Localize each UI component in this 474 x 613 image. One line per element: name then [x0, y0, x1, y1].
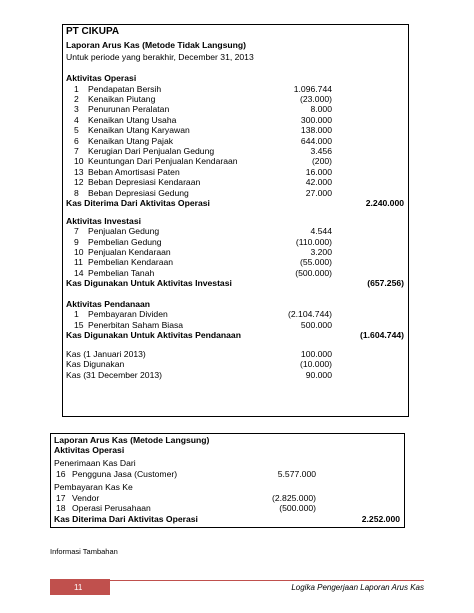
row-number: 17 [56, 493, 66, 503]
row-amount: (500.000) [295, 267, 332, 278]
cash-amount: (10.000) [299, 359, 332, 370]
row-amount: 8.000 [310, 104, 332, 115]
cash-label: Kas Digunakan [66, 359, 125, 370]
row-amount: (500.000) [279, 503, 316, 514]
row-label: Penjualan Gedung [88, 226, 160, 237]
section-heading: Aktivitas Investasi [66, 215, 141, 226]
cash-amount: 100.000 [300, 349, 332, 359]
row-label: Beban Depresiasi Kendaraan [88, 177, 201, 188]
row-label: Kenaikan Utang Karyawan [88, 125, 190, 136]
row-number: 10 [74, 156, 84, 167]
row-number: 4 [74, 114, 79, 125]
row-number: 5 [74, 125, 79, 136]
row-label: Penurunan Peralatan [88, 104, 170, 115]
row-amount: 644.000 [300, 135, 332, 146]
row-amount: 27.000 [305, 187, 332, 198]
cash-label: Kas (31 December 2013) [66, 369, 163, 380]
row-amount: 16.000 [305, 166, 332, 177]
row-number: 18 [56, 503, 66, 514]
cash-label: Kas (1 Januari 2013) [66, 349, 146, 359]
row-label: Kenaikan Utang Pajak [88, 135, 174, 146]
section-total-amount: 2.240.000 [365, 198, 404, 208]
row-label: Kenaikan Piutang [88, 94, 156, 104]
row-label: Pembelian Gedung [88, 236, 162, 247]
row-amount: (55.000) [299, 257, 332, 268]
row-label: Vendor [72, 493, 100, 503]
receipts-label: Penerimaan Kas Dari [54, 457, 136, 468]
row-label: Keuntungan Dari Penjualan Kendaraan [88, 156, 238, 167]
direct-total-amount: 2.252.000 [361, 513, 400, 524]
section-heading: Aktivitas Pendanaan [66, 299, 151, 309]
section-total-label: Kas Diterima Dari Aktivitas Operasi [66, 198, 210, 208]
row-amount: (2.825.000) [272, 493, 316, 503]
row-amount: (110.000) [295, 236, 332, 247]
row-label: Pembelian Tanah [88, 267, 155, 278]
row-label: Beban Depresiasi Gedung [88, 187, 189, 198]
row-label: Penerbitan Saham Biasa [88, 319, 184, 330]
row-number: 13 [74, 166, 84, 177]
row-amount: 138.000 [300, 125, 332, 136]
row-number: 7 [74, 226, 79, 237]
row-number: 1 [74, 309, 79, 320]
row-number: 7 [74, 146, 79, 156]
row-label: Operasi Perusahaan [72, 503, 151, 514]
row-amount: (2.104.744) [288, 309, 332, 320]
report-period: Untuk periode yang berakhir, December 31, 2013 [66, 52, 254, 63]
row-number: 14 [74, 267, 84, 278]
row-label: Kerugian Dari Penjualan Gedung [88, 146, 215, 156]
row-amount: (200) [311, 156, 332, 167]
row-number: 12 [74, 177, 84, 188]
row-amount: 42.000 [305, 177, 332, 188]
direct-report-title: Laporan Arus Kas (Metode Langsung) [54, 435, 210, 445]
row-number: 10 [74, 247, 84, 257]
row-label: Pembayaran Dividen [88, 309, 168, 320]
direct-section-heading: Aktivitas Operasi [54, 445, 125, 456]
payments-label: Pembayaran Kas Ke [54, 481, 133, 492]
row-number: 8 [74, 187, 79, 198]
row-label: Pendapatan Bersih [88, 83, 162, 94]
row-label: Kenaikan Utang Usaha [88, 114, 177, 125]
row-amount: 3.456 [310, 146, 332, 156]
row-number: 11 [74, 257, 83, 268]
row-amount: 3.200 [310, 247, 332, 257]
row-amount: 500.000 [300, 319, 332, 330]
row-label: Penjualan Kendaraan [88, 247, 171, 257]
row-amount: (23.000) [299, 94, 332, 104]
row-label: Pembelian Kendaraan [88, 257, 174, 268]
row-number: 3 [74, 104, 79, 115]
row-label: Pengguna Jasa (Customer) [72, 469, 178, 480]
section-total-label: Kas Digunakan Untuk Aktivitas Pendanaan [66, 330, 241, 341]
row-number: 15 [74, 319, 84, 330]
row-number: 2 [74, 94, 79, 104]
section-total-label: Kas Digunakan Untuk Aktivitas Investasi [66, 278, 232, 289]
row-amount: 1.096.744 [293, 83, 332, 94]
row-amount: 300.000 [300, 114, 332, 125]
section-heading: Aktivitas Operasi [66, 73, 137, 84]
additional-info-note: Informasi Tambahan [50, 547, 118, 556]
direct-total-label: Kas Diterima Dari Aktivitas Operasi [54, 513, 198, 524]
company-name: PT CIKUPA [66, 26, 120, 37]
page-number: 11 [74, 583, 83, 592]
row-label: Beban Amortisasi Paten [88, 166, 180, 177]
section-total-amount: (657.256) [367, 278, 404, 289]
section-total-amount: (1.604.744) [360, 330, 404, 341]
row-number: 1 [74, 83, 79, 94]
row-number: 6 [74, 135, 79, 146]
row-amount: 5.577.000 [277, 469, 316, 480]
cash-amount: 90.000 [305, 369, 332, 380]
row-amount: 4.544 [310, 226, 332, 237]
row-number: 16 [56, 469, 66, 480]
footer-title: Logika Pengerjaan Laporan Arus Kas [291, 583, 424, 592]
report-title: Laporan Arus Kas (Metode Tidak Langsung) [66, 40, 247, 50]
row-number: 9 [74, 236, 79, 247]
